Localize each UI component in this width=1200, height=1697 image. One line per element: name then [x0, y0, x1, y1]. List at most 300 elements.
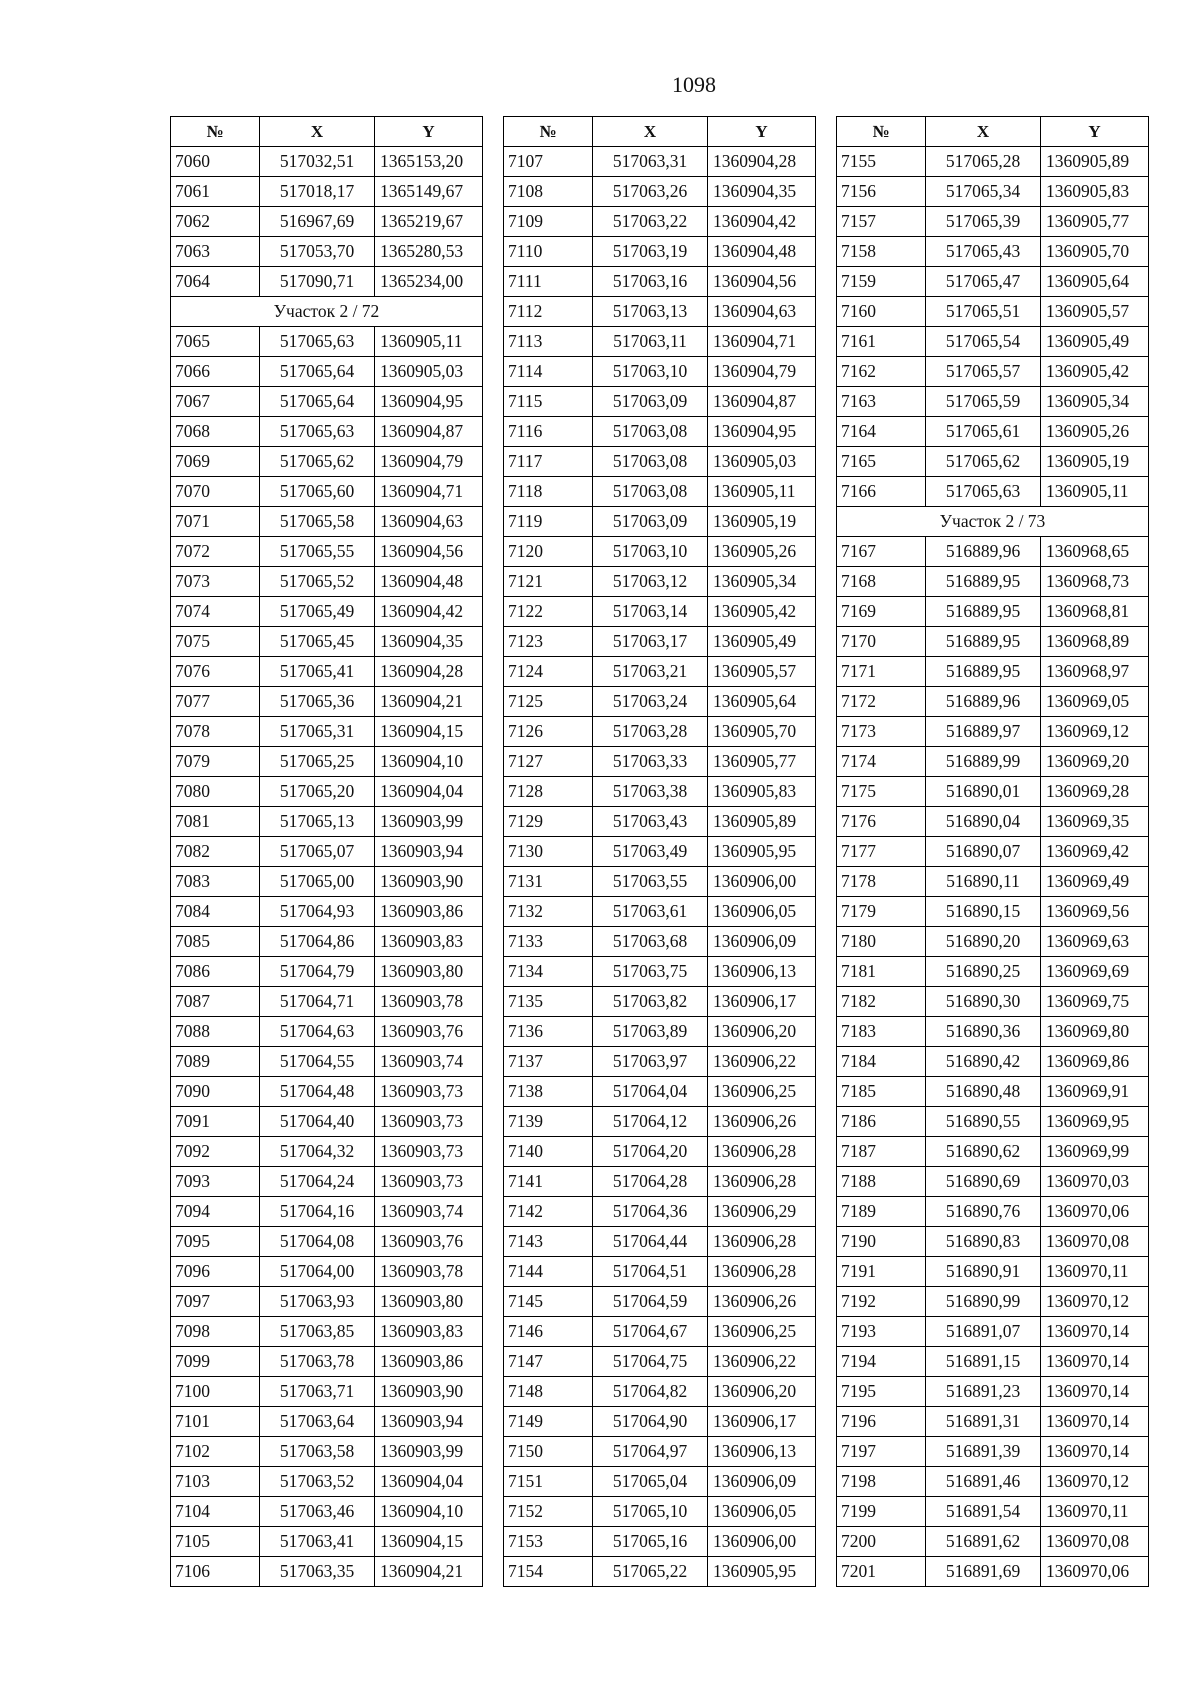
y-coordinate-cell: 1360904,95	[708, 417, 816, 447]
x-coordinate-cell: 516889,95	[926, 657, 1041, 687]
x-coordinate-cell: 517064,63	[260, 1017, 375, 1047]
point-number-cell: 7113	[504, 327, 593, 357]
table-row	[171, 1257, 483, 1287]
point-number-cell: 7159	[837, 267, 926, 297]
x-coordinate-cell: 517065,62	[926, 447, 1041, 477]
y-coordinate-cell: 1360904,04	[375, 1467, 483, 1497]
table-row	[504, 1497, 816, 1527]
point-number-cell: 7069	[171, 447, 260, 477]
y-coordinate-cell: 1360969,63	[1041, 927, 1149, 957]
point-number-cell: 7130	[504, 837, 593, 867]
y-coordinate-cell: 1360970,08	[1041, 1227, 1149, 1257]
x-coordinate-cell: 517063,14	[593, 597, 708, 627]
x-coordinate-cell: 517065,07	[260, 837, 375, 867]
header-y: Y	[375, 117, 483, 147]
point-number-cell: 7105	[171, 1527, 260, 1557]
point-number-cell: 7196	[837, 1407, 926, 1437]
table-row	[171, 357, 483, 387]
table-row	[171, 447, 483, 477]
x-coordinate-cell: 517064,28	[593, 1167, 708, 1197]
table-row	[837, 627, 1149, 657]
x-coordinate-cell: 517064,82	[593, 1377, 708, 1407]
page-number: 1098	[672, 72, 716, 97]
y-coordinate-cell: 1360969,05	[1041, 687, 1149, 717]
y-coordinate-cell: 1360903,73	[375, 1107, 483, 1137]
table-row	[171, 567, 483, 597]
table-row	[504, 297, 816, 327]
point-number-cell: 7182	[837, 987, 926, 1017]
table-row	[171, 867, 483, 897]
x-coordinate-cell: 517065,51	[926, 297, 1041, 327]
x-coordinate-cell: 516890,69	[926, 1167, 1041, 1197]
point-number-cell: 7117	[504, 447, 593, 477]
x-coordinate-cell: 517065,62	[260, 447, 375, 477]
table-row	[837, 297, 1149, 327]
x-coordinate-cell: 517064,86	[260, 927, 375, 957]
table-row	[171, 177, 483, 207]
point-number-cell: 7190	[837, 1227, 926, 1257]
table-row	[504, 447, 816, 477]
x-coordinate-cell: 517065,43	[926, 237, 1041, 267]
point-number-cell: 7074	[171, 597, 260, 627]
y-coordinate-cell: 1360904,28	[708, 147, 816, 177]
point-number-cell: 7112	[504, 297, 593, 327]
header-y: Y	[708, 117, 816, 147]
table-row	[171, 1497, 483, 1527]
table-row	[504, 327, 816, 357]
y-coordinate-cell: 1360906,05	[708, 897, 816, 927]
point-number-cell: 7083	[171, 867, 260, 897]
point-number-cell: 7067	[171, 387, 260, 417]
y-coordinate-cell: 1360904,48	[375, 567, 483, 597]
point-number-cell: 7077	[171, 687, 260, 717]
x-coordinate-cell: 517063,08	[593, 447, 708, 477]
x-coordinate-cell: 517065,59	[926, 387, 1041, 417]
point-number-cell: 7139	[504, 1107, 593, 1137]
y-coordinate-cell: 1360969,56	[1041, 897, 1149, 927]
table-row	[504, 177, 816, 207]
y-coordinate-cell: 1360903,76	[375, 1017, 483, 1047]
point-number-cell: 7129	[504, 807, 593, 837]
y-coordinate-cell: 1360903,99	[375, 1437, 483, 1467]
y-coordinate-cell: 1360903,80	[375, 957, 483, 987]
point-number-cell: 7091	[171, 1107, 260, 1137]
x-coordinate-cell: 517064,51	[593, 1257, 708, 1287]
y-coordinate-cell: 1360903,86	[375, 897, 483, 927]
table-row	[171, 477, 483, 507]
table-row	[504, 807, 816, 837]
x-coordinate-cell: 516889,95	[926, 567, 1041, 597]
x-coordinate-cell: 517063,28	[593, 717, 708, 747]
y-coordinate-cell: 1360905,95	[708, 837, 816, 867]
x-coordinate-cell: 516890,01	[926, 777, 1041, 807]
x-coordinate-cell: 516890,30	[926, 987, 1041, 1017]
table-row	[504, 927, 816, 957]
table-row	[171, 1407, 483, 1437]
x-coordinate-cell: 516890,15	[926, 897, 1041, 927]
point-number-cell: 7147	[504, 1347, 593, 1377]
table-row	[504, 237, 816, 267]
y-coordinate-cell: 1360906,28	[708, 1137, 816, 1167]
table-row	[171, 1527, 483, 1557]
table-row	[171, 1467, 483, 1497]
table-row	[837, 1407, 1149, 1437]
table-row	[837, 1347, 1149, 1377]
x-coordinate-cell: 517063,89	[593, 1017, 708, 1047]
y-coordinate-cell: 1360905,89	[708, 807, 816, 837]
y-coordinate-cell: 1360904,87	[708, 387, 816, 417]
y-coordinate-cell: 1360905,11	[708, 477, 816, 507]
x-coordinate-cell: 517063,26	[593, 177, 708, 207]
y-coordinate-cell: 1360969,20	[1041, 747, 1149, 777]
y-coordinate-cell: 1360969,42	[1041, 837, 1149, 867]
header-row	[504, 117, 816, 147]
point-number-cell: 7189	[837, 1197, 926, 1227]
x-coordinate-cell: 517063,64	[260, 1407, 375, 1437]
point-number-cell: 7119	[504, 507, 593, 537]
coordinate-tables	[170, 116, 1149, 1587]
x-coordinate-cell: 517063,11	[593, 327, 708, 357]
point-number-cell: 7127	[504, 747, 593, 777]
point-number-cell: 7138	[504, 1077, 593, 1107]
point-number-cell: 7107	[504, 147, 593, 177]
x-coordinate-cell: 516889,95	[926, 597, 1041, 627]
x-coordinate-cell: 517063,12	[593, 567, 708, 597]
table-row	[504, 1137, 816, 1167]
table-row	[837, 807, 1149, 837]
point-number-cell: 7143	[504, 1227, 593, 1257]
y-coordinate-cell: 1360905,57	[1041, 297, 1149, 327]
table-row	[837, 387, 1149, 417]
point-number-cell: 7097	[171, 1287, 260, 1317]
table-row	[171, 627, 483, 657]
x-coordinate-cell: 517065,10	[593, 1497, 708, 1527]
table-row	[171, 507, 483, 537]
table-row	[171, 747, 483, 777]
x-coordinate-cell: 517065,63	[260, 327, 375, 357]
point-number-cell: 7200	[837, 1527, 926, 1557]
table-row	[171, 1287, 483, 1317]
y-coordinate-cell: 1360905,77	[1041, 207, 1149, 237]
y-coordinate-cell: 1360906,22	[708, 1047, 816, 1077]
table-row	[171, 1377, 483, 1407]
table-row	[837, 1317, 1149, 1347]
y-coordinate-cell: 1360904,87	[375, 417, 483, 447]
point-number-cell: 7155	[837, 147, 926, 177]
table-row	[504, 267, 816, 297]
y-coordinate-cell: 1360905,57	[708, 657, 816, 687]
table-row	[171, 327, 483, 357]
point-number-cell: 7096	[171, 1257, 260, 1287]
point-number-cell: 7128	[504, 777, 593, 807]
y-coordinate-cell: 1360970,12	[1041, 1467, 1149, 1497]
point-number-cell: 7071	[171, 507, 260, 537]
x-coordinate-cell: 517063,19	[593, 237, 708, 267]
point-number-cell: 7123	[504, 627, 593, 657]
point-number-cell: 7115	[504, 387, 593, 417]
table-row	[171, 1137, 483, 1167]
table-row	[171, 957, 483, 987]
x-coordinate-cell: 517064,59	[593, 1287, 708, 1317]
y-coordinate-cell: 1360903,73	[375, 1167, 483, 1197]
y-coordinate-cell: 1360903,99	[375, 807, 483, 837]
table-row	[837, 777, 1149, 807]
table-row	[504, 627, 816, 657]
x-coordinate-cell: 517063,46	[260, 1497, 375, 1527]
section-row	[171, 297, 483, 327]
x-coordinate-cell: 517065,16	[593, 1527, 708, 1557]
x-coordinate-cell: 516891,54	[926, 1497, 1041, 1527]
table-row	[171, 207, 483, 237]
y-coordinate-cell: 1360970,08	[1041, 1527, 1149, 1557]
y-coordinate-cell: 1360906,26	[708, 1287, 816, 1317]
y-coordinate-cell: 1360905,19	[708, 507, 816, 537]
table-row	[837, 717, 1149, 747]
x-coordinate-cell: 516891,46	[926, 1467, 1041, 1497]
point-number-cell: 7151	[504, 1467, 593, 1497]
point-number-cell: 7124	[504, 657, 593, 687]
x-coordinate-cell: 516890,36	[926, 1017, 1041, 1047]
y-coordinate-cell: 1360903,90	[375, 1377, 483, 1407]
point-number-cell: 7171	[837, 657, 926, 687]
table-row	[837, 177, 1149, 207]
y-coordinate-cell: 1360968,89	[1041, 627, 1149, 657]
point-number-cell: 7177	[837, 837, 926, 867]
point-number-cell: 7098	[171, 1317, 260, 1347]
table-row	[504, 1467, 816, 1497]
x-coordinate-cell: 516889,95	[926, 627, 1041, 657]
point-number-cell: 7133	[504, 927, 593, 957]
header-x: X	[593, 117, 708, 147]
x-coordinate-cell: 517063,31	[593, 147, 708, 177]
x-coordinate-cell: 517065,36	[260, 687, 375, 717]
x-coordinate-cell: 517063,61	[593, 897, 708, 927]
x-coordinate-cell: 517063,22	[593, 207, 708, 237]
table-row	[504, 417, 816, 447]
table-row	[837, 267, 1149, 297]
x-coordinate-cell: 516891,62	[926, 1527, 1041, 1557]
x-coordinate-cell: 517063,55	[593, 867, 708, 897]
x-coordinate-cell: 517090,71	[260, 267, 375, 297]
x-coordinate-cell: 517063,10	[593, 357, 708, 387]
table-row	[171, 927, 483, 957]
table-row	[837, 1557, 1149, 1587]
point-number-cell: 7126	[504, 717, 593, 747]
point-number-cell: 7087	[171, 987, 260, 1017]
table-body	[837, 147, 1149, 1587]
point-number-cell: 7102	[171, 1437, 260, 1467]
table-row	[504, 507, 816, 537]
table-row	[837, 867, 1149, 897]
y-coordinate-cell: 1360904,10	[375, 747, 483, 777]
table-row	[171, 897, 483, 927]
point-number-cell: 7078	[171, 717, 260, 747]
x-coordinate-cell: 516889,96	[926, 687, 1041, 717]
table-row	[504, 1527, 816, 1557]
table-row	[504, 1227, 816, 1257]
point-number-cell: 7164	[837, 417, 926, 447]
y-coordinate-cell: 1360903,83	[375, 927, 483, 957]
x-coordinate-cell: 517064,04	[593, 1077, 708, 1107]
table-row	[504, 657, 816, 687]
y-coordinate-cell: 1360904,35	[375, 627, 483, 657]
table-row	[837, 1527, 1149, 1557]
y-coordinate-cell: 1360903,73	[375, 1137, 483, 1167]
header-number: №	[171, 117, 260, 147]
y-coordinate-cell: 1360903,78	[375, 1257, 483, 1287]
x-coordinate-cell: 517064,12	[593, 1107, 708, 1137]
table-row	[837, 1197, 1149, 1227]
y-coordinate-cell: 1360904,48	[708, 237, 816, 267]
y-coordinate-cell: 1365219,67	[375, 207, 483, 237]
point-number-cell: 7188	[837, 1167, 926, 1197]
y-coordinate-cell: 1360903,78	[375, 987, 483, 1017]
table-row	[504, 387, 816, 417]
y-coordinate-cell: 1365280,53	[375, 237, 483, 267]
x-coordinate-cell: 517064,48	[260, 1077, 375, 1107]
point-number-cell: 7172	[837, 687, 926, 717]
x-coordinate-cell: 517065,31	[260, 717, 375, 747]
point-number-cell: 7150	[504, 1437, 593, 1467]
x-coordinate-cell: 517065,45	[260, 627, 375, 657]
y-coordinate-cell: 1360905,34	[708, 567, 816, 597]
table-row	[171, 687, 483, 717]
y-coordinate-cell: 1360970,11	[1041, 1257, 1149, 1287]
y-coordinate-cell: 1360905,64	[1041, 267, 1149, 297]
x-coordinate-cell: 517064,90	[593, 1407, 708, 1437]
point-number-cell: 7135	[504, 987, 593, 1017]
header-y: Y	[1041, 117, 1149, 147]
point-number-cell: 7193	[837, 1317, 926, 1347]
table-row	[171, 1107, 483, 1137]
y-coordinate-cell: 1360969,80	[1041, 1017, 1149, 1047]
table-row	[504, 207, 816, 237]
x-coordinate-cell: 517065,55	[260, 537, 375, 567]
point-number-cell: 7079	[171, 747, 260, 777]
table-row	[837, 987, 1149, 1017]
table-row	[171, 1557, 483, 1587]
point-number-cell: 7106	[171, 1557, 260, 1587]
x-coordinate-cell: 517065,47	[926, 267, 1041, 297]
x-coordinate-cell: 516891,07	[926, 1317, 1041, 1347]
x-coordinate-cell: 517065,25	[260, 747, 375, 777]
y-coordinate-cell: 1360905,49	[1041, 327, 1149, 357]
table-row	[504, 717, 816, 747]
point-number-cell: 7149	[504, 1407, 593, 1437]
x-coordinate-cell: 517063,78	[260, 1347, 375, 1377]
x-coordinate-cell: 516890,07	[926, 837, 1041, 867]
y-coordinate-cell: 1360905,26	[1041, 417, 1149, 447]
y-coordinate-cell: 1360906,13	[708, 1437, 816, 1467]
table-row	[837, 597, 1149, 627]
point-number-cell: 7191	[837, 1257, 926, 1287]
y-coordinate-cell: 1360903,74	[375, 1047, 483, 1077]
table-row	[504, 1377, 816, 1407]
point-number-cell: 7137	[504, 1047, 593, 1077]
table-row	[504, 537, 816, 567]
x-coordinate-cell: 517064,79	[260, 957, 375, 987]
table-row	[504, 1437, 816, 1467]
y-coordinate-cell: 1360970,06	[1041, 1557, 1149, 1587]
y-coordinate-cell: 1360970,03	[1041, 1167, 1149, 1197]
x-coordinate-cell: 517064,24	[260, 1167, 375, 1197]
x-coordinate-cell: 516890,48	[926, 1077, 1041, 1107]
point-number-cell: 7165	[837, 447, 926, 477]
table-row	[171, 837, 483, 867]
table-row	[837, 897, 1149, 927]
point-number-cell: 7086	[171, 957, 260, 987]
x-coordinate-cell: 516889,99	[926, 747, 1041, 777]
y-coordinate-cell: 1360906,25	[708, 1077, 816, 1107]
point-number-cell: 7199	[837, 1497, 926, 1527]
table-row	[171, 1077, 483, 1107]
table-row	[504, 597, 816, 627]
table-row	[837, 1377, 1149, 1407]
point-number-cell: 7089	[171, 1047, 260, 1077]
table-body	[504, 147, 816, 1587]
y-coordinate-cell: 1360968,81	[1041, 597, 1149, 627]
x-coordinate-cell: 517065,64	[260, 387, 375, 417]
point-number-cell: 7154	[504, 1557, 593, 1587]
point-number-cell: 7076	[171, 657, 260, 687]
y-coordinate-cell: 1360968,97	[1041, 657, 1149, 687]
y-coordinate-cell: 1360969,95	[1041, 1107, 1149, 1137]
table-row	[171, 1197, 483, 1227]
point-number-cell: 7063	[171, 237, 260, 267]
y-coordinate-cell: 1360969,91	[1041, 1077, 1149, 1107]
y-coordinate-cell: 1360905,64	[708, 687, 816, 717]
x-coordinate-cell: 516967,69	[260, 207, 375, 237]
point-number-cell: 7176	[837, 807, 926, 837]
y-coordinate-cell: 1360904,63	[708, 297, 816, 327]
x-coordinate-cell: 516889,96	[926, 537, 1041, 567]
header-row	[171, 117, 483, 147]
point-number-cell: 7104	[171, 1497, 260, 1527]
point-number-cell: 7146	[504, 1317, 593, 1347]
y-coordinate-cell: 1360905,83	[1041, 177, 1149, 207]
y-coordinate-cell: 1360906,17	[708, 1407, 816, 1437]
x-coordinate-cell: 517065,63	[926, 477, 1041, 507]
y-coordinate-cell: 1360968,73	[1041, 567, 1149, 597]
x-coordinate-cell: 517053,70	[260, 237, 375, 267]
y-coordinate-cell: 1360906,25	[708, 1317, 816, 1347]
point-number-cell: 7062	[171, 207, 260, 237]
x-coordinate-cell: 517032,51	[260, 147, 375, 177]
point-number-cell: 7162	[837, 357, 926, 387]
point-number-cell: 7100	[171, 1377, 260, 1407]
table-row	[837, 1227, 1149, 1257]
point-number-cell: 7184	[837, 1047, 926, 1077]
table-row	[171, 267, 483, 297]
point-number-cell: 7145	[504, 1287, 593, 1317]
table-row	[504, 1557, 816, 1587]
y-coordinate-cell: 1360904,71	[375, 477, 483, 507]
point-number-cell: 7158	[837, 237, 926, 267]
y-coordinate-cell: 1360904,04	[375, 777, 483, 807]
x-coordinate-cell: 517065,39	[926, 207, 1041, 237]
y-coordinate-cell: 1360903,94	[375, 837, 483, 867]
table-row	[837, 207, 1149, 237]
x-coordinate-cell: 517065,34	[926, 177, 1041, 207]
x-coordinate-cell: 517064,32	[260, 1137, 375, 1167]
point-number-cell: 7110	[504, 237, 593, 267]
y-coordinate-cell: 1360905,19	[1041, 447, 1149, 477]
point-number-cell: 7075	[171, 627, 260, 657]
x-coordinate-cell: 517063,16	[593, 267, 708, 297]
table-row	[171, 1167, 483, 1197]
point-number-cell: 7114	[504, 357, 593, 387]
y-coordinate-cell: 1360905,70	[1041, 237, 1149, 267]
